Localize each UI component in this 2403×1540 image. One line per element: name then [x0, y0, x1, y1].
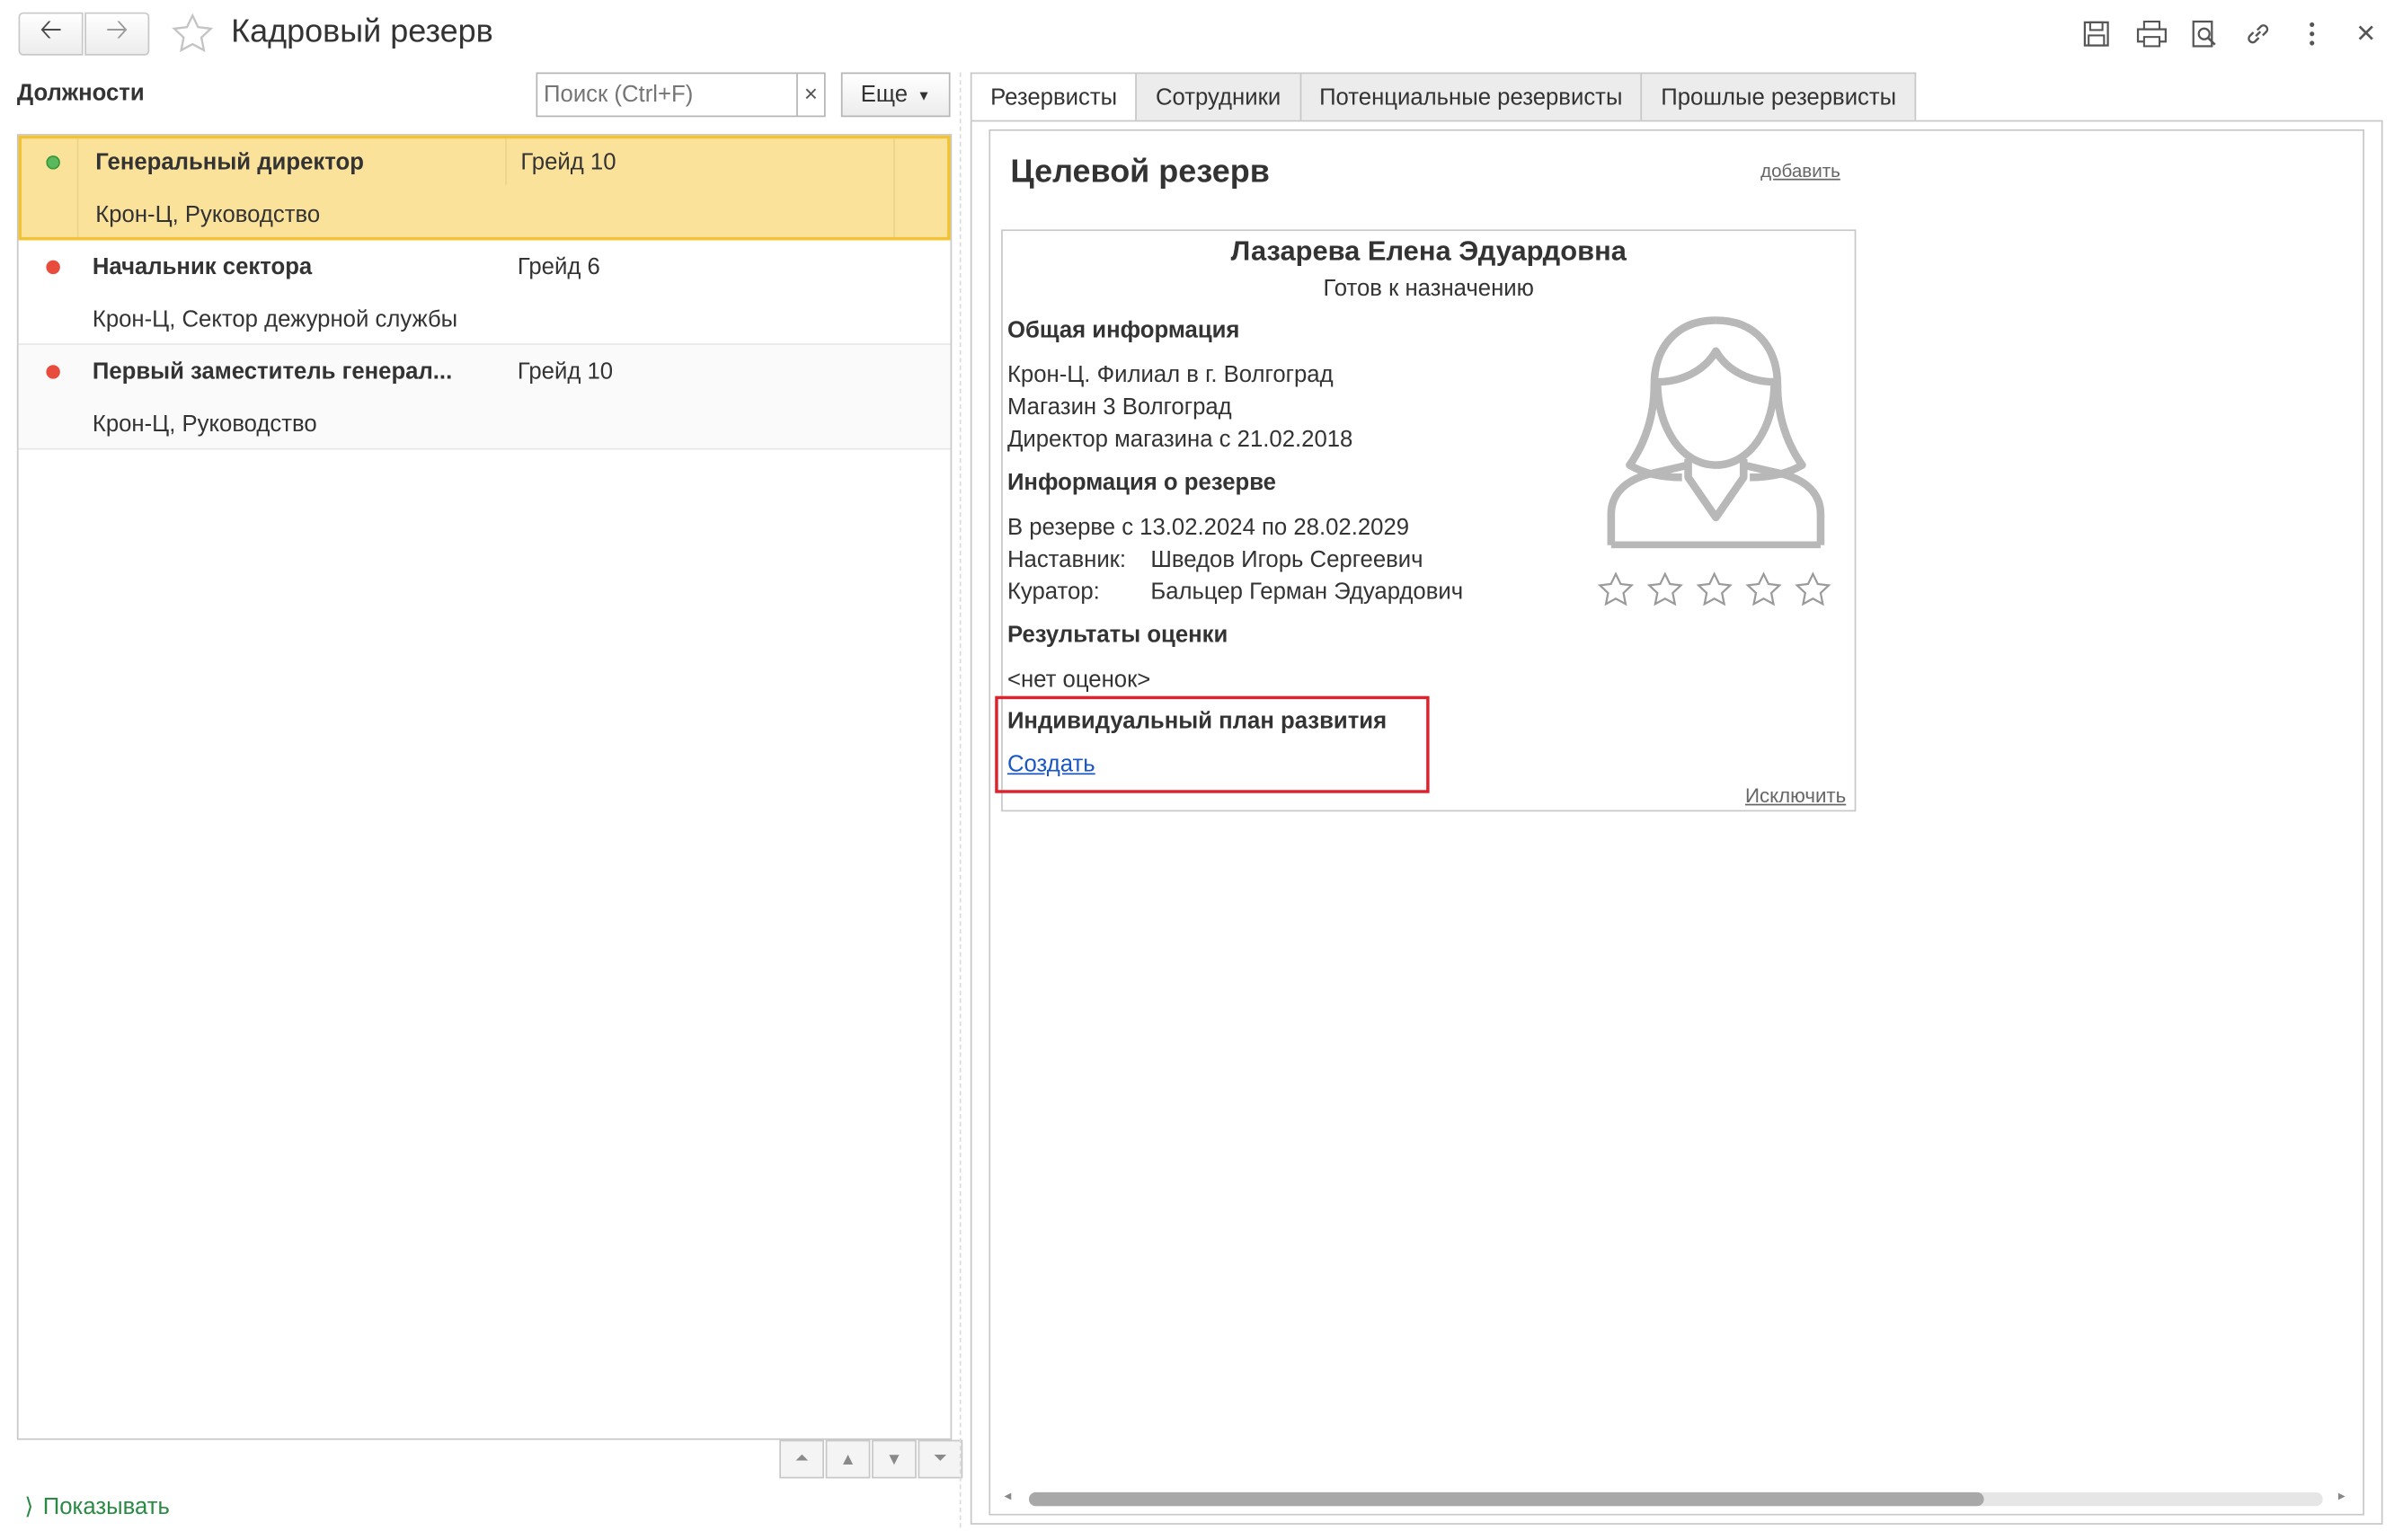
- scroll-right-icon[interactable]: ▸: [2337, 1487, 2345, 1503]
- move-last-icon[interactable]: ⏷: [918, 1440, 963, 1479]
- positions-list[interactable]: [17, 134, 952, 1439]
- female-avatar-icon: [1602, 314, 1831, 549]
- search-clear-button[interactable]: ×: [796, 74, 824, 115]
- search-field[interactable]: [536, 73, 825, 118]
- exclude-link[interactable]: Исключить: [1744, 783, 1847, 808]
- position-dept: Крон-Ц, Сектор дежурной службы: [92, 306, 458, 333]
- print-icon[interactable]: [2133, 15, 2170, 52]
- curator-value: Бальцер Герман Эдуардович: [1150, 579, 1464, 606]
- general-info-line: Крон-Ц. Филиал в г. Волгоград: [1006, 361, 1334, 388]
- caret-down-icon: ▼: [917, 86, 931, 102]
- curator-label: Куратор:: [1006, 579, 1100, 606]
- tab-potential-reservists[interactable]: Потенциальные резервисты: [1299, 73, 1643, 122]
- list-item[interactable]: [19, 240, 951, 345]
- tab-employees[interactable]: Сотрудники: [1136, 73, 1301, 122]
- scrollbar-thumb[interactable]: [1029, 1492, 1984, 1506]
- arrow-left-icon: 🡠: [40, 13, 63, 45]
- position-grade: Грейд 10: [517, 358, 614, 385]
- reserve-title: Целевой резерв: [1010, 154, 1270, 190]
- more-button-label: Еще: [860, 81, 909, 108]
- general-info-line: Директор магазина с 21.02.2018: [1006, 426, 1353, 453]
- show-toggle-label: Показывать: [42, 1493, 170, 1520]
- list-item[interactable]: [19, 345, 951, 450]
- rating-stars[interactable]: [1596, 570, 1833, 610]
- back-button[interactable]: [19, 13, 84, 56]
- results-value: <нет оценок>: [1006, 667, 1151, 694]
- move-first-icon[interactable]: ⏶: [779, 1440, 824, 1479]
- star-icon[interactable]: [1793, 570, 1833, 610]
- move-down-icon[interactable]: ▼: [872, 1440, 917, 1479]
- more-button[interactable]: [841, 73, 951, 118]
- page-title: Кадровый резерв: [231, 13, 493, 49]
- close-icon[interactable]: ✕: [2355, 21, 2377, 49]
- status-dot-icon: [46, 155, 59, 169]
- tab-reservists[interactable]: Резервисты: [971, 73, 1138, 122]
- general-info-line: Магазин 3 Волгоград: [1006, 394, 1232, 420]
- mentor-value: Шведов Игорь Сергеевич: [1150, 546, 1423, 573]
- positions-label: Должности: [16, 80, 145, 107]
- show-toggle[interactable]: [24, 1492, 169, 1520]
- position-name: Первый заместитель генерал...: [92, 358, 453, 385]
- add-link[interactable]: добавить: [1760, 160, 1840, 182]
- star-icon[interactable]: [1743, 570, 1784, 610]
- preview-icon[interactable]: [2186, 15, 2222, 52]
- reservist-name: Лазарева Елена Эдуардовна: [1230, 235, 1627, 267]
- reservist-status: Готов к назначению: [1323, 275, 1534, 302]
- save-icon[interactable]: [2078, 15, 2115, 52]
- tab-past-reservists[interactable]: Прошлые резервисты: [1641, 73, 1916, 122]
- tab-bar: [971, 73, 1915, 122]
- position-grade: Грейд 10: [520, 149, 616, 176]
- results-heading: Результаты оценки: [1006, 622, 1228, 649]
- status-dot-icon: [46, 261, 59, 274]
- list-navigation: [778, 1440, 963, 1477]
- star-icon[interactable]: [1645, 570, 1686, 610]
- general-info-heading: Общая информация: [1006, 317, 1240, 344]
- chevron-right-icon: ⟩: [24, 1493, 34, 1520]
- reserve-info-heading: Информация о резерве: [1006, 469, 1276, 496]
- status-dot-icon: [46, 365, 59, 378]
- position-dept: Крон-Ц, Руководство: [92, 411, 317, 438]
- position-name: Генеральный директор: [95, 149, 364, 176]
- search-input[interactable]: [537, 74, 796, 115]
- more-vertical-icon[interactable]: [2293, 15, 2330, 52]
- position-grade: Грейд 6: [517, 253, 600, 280]
- reserve-period: В резерве с 13.02.2024 по 28.02.2029: [1006, 514, 1410, 541]
- position-dept: Крон-Ц, Руководство: [95, 201, 321, 228]
- link-icon[interactable]: [2239, 15, 2276, 52]
- panel-splitter[interactable]: [960, 73, 962, 1528]
- forward-button[interactable]: [84, 13, 149, 56]
- move-up-icon[interactable]: ▲: [826, 1440, 871, 1479]
- scroll-left-icon[interactable]: ◂: [1004, 1487, 1012, 1503]
- arrow-right-icon: 🡢: [105, 13, 129, 45]
- idp-heading: Индивидуальный план развития: [1006, 708, 1388, 735]
- list-item[interactable]: [19, 136, 951, 241]
- star-icon[interactable]: [1596, 570, 1636, 610]
- position-name: Начальник сектора: [92, 253, 313, 280]
- create-idp-link[interactable]: Создать: [1006, 751, 1095, 778]
- star-icon[interactable]: [1694, 570, 1734, 610]
- highlight-box: [995, 696, 1429, 793]
- mentor-label: Наставник:: [1006, 546, 1127, 573]
- favorite-star-icon[interactable]: [170, 11, 216, 63]
